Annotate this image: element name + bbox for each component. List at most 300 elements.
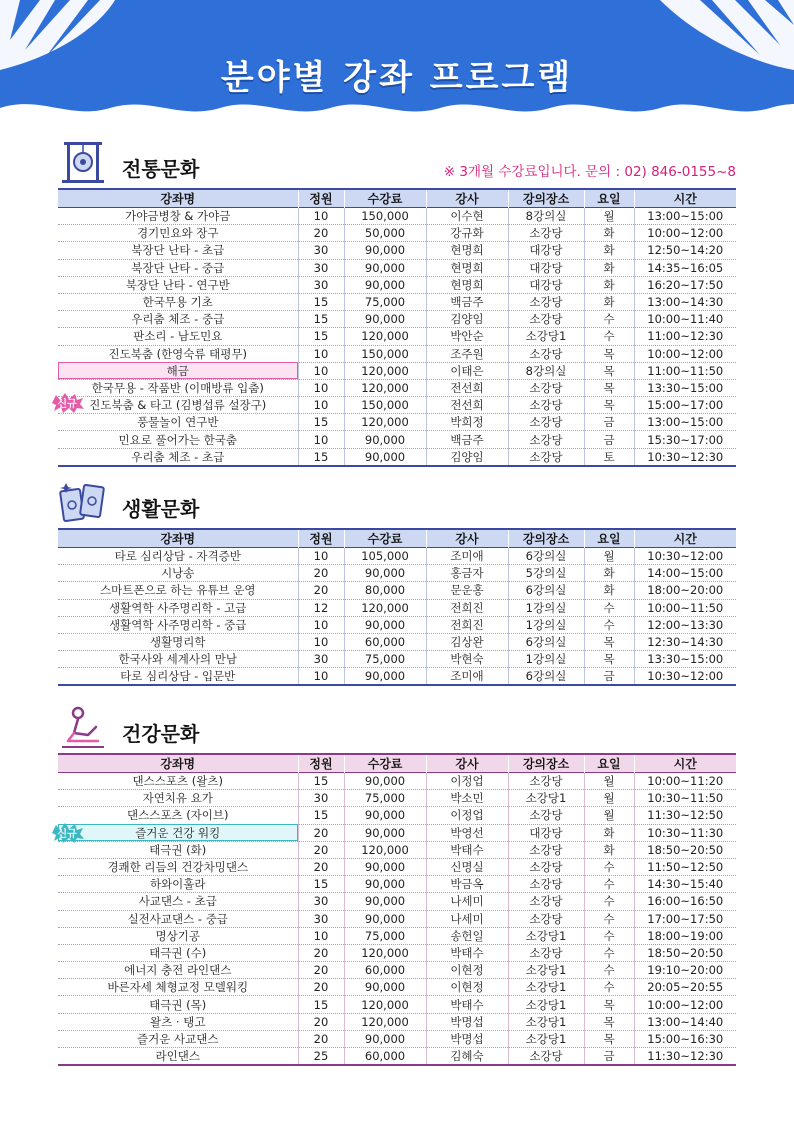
cell-room: 소강당 (508, 1048, 584, 1066)
cell-time: 10:00~12:00 (634, 345, 736, 362)
cell-course-name: 타로 심리상담 - 자격증반 (58, 548, 298, 565)
table-row (58, 962, 736, 979)
cell-time: 13:00~14:30 (634, 293, 736, 310)
table-row (58, 276, 736, 293)
cell-day: 화 (584, 276, 634, 293)
col-capacity: 정원 (298, 189, 344, 208)
cell-instructor: 김양임 (426, 448, 508, 466)
cell-course-name: 자연치유 요가 (58, 790, 298, 807)
col-fee: 수강료 (344, 529, 426, 548)
cell-room: 소강당1 (508, 1030, 584, 1047)
cell-course-name: 하와이훌라 (58, 876, 298, 893)
section-title: 건강문화 (122, 722, 200, 746)
cell-capacity: 30 (298, 790, 344, 807)
cell-course-name: 에너지 충전 라인댄스 (58, 962, 298, 979)
col-course: 강좌명 (160, 757, 196, 771)
cell-capacity: 15 (298, 876, 344, 893)
cell-day: 금 (584, 414, 634, 431)
cell-room: 대강당 (508, 824, 584, 841)
table-row (58, 944, 736, 961)
fee-note: ※ 3개월 수강료입니다. 문의 : 02) 846-0155~8 (443, 164, 736, 180)
cell-course-name: 생활역학 사주명리학 - 고급 (58, 599, 298, 616)
cell-instructor: 조주원 (426, 345, 508, 362)
table-row (58, 841, 736, 858)
cell-room: 소강당 (508, 807, 584, 824)
table-row (58, 208, 736, 225)
cell-room: 6강의실 (508, 633, 584, 650)
cell-time: 10:00~11:40 (634, 311, 736, 328)
cell-course-name: 북장단 난타 - 중급 (58, 259, 298, 276)
cell-fee: 75,000 (344, 790, 426, 807)
cell-instructor: 박태수 (426, 996, 508, 1013)
cell-fee: 150,000 (344, 345, 426, 362)
table-row (58, 431, 736, 448)
cell-capacity: 20 (298, 225, 344, 242)
cell-course-name: 명상기공 (58, 927, 298, 944)
table-header (58, 529, 736, 548)
cell-capacity: 10 (298, 927, 344, 944)
cell-fee: 90,000 (344, 893, 426, 910)
cell-fee: 50,000 (344, 225, 426, 242)
table-row (58, 582, 736, 599)
section-traditional (58, 138, 736, 467)
cell-fee: 90,000 (344, 876, 426, 893)
cell-room: 소강당 (508, 379, 584, 396)
cell-course-name: 풍물놀이 연구반 (58, 414, 298, 431)
cell-room: 대강당 (508, 259, 584, 276)
yoga-pose-icon (58, 705, 108, 751)
cell-instructor: 박현숙 (426, 651, 508, 668)
cell-course-name: 해금 (58, 362, 298, 379)
cell-fee: 90,000 (344, 616, 426, 633)
cell-room: 소강당 (508, 773, 584, 790)
cell-day: 목 (584, 996, 634, 1013)
cell-day: 화 (584, 565, 634, 582)
cell-room: 소강당 (508, 841, 584, 858)
table-row (58, 927, 736, 944)
cell-instructor: 전희진 (426, 616, 508, 633)
cell-time: 12:30~14:30 (634, 633, 736, 650)
cell-instructor: 현명희 (426, 242, 508, 259)
table-row (58, 979, 736, 996)
cell-course-name: 가야금병창 & 가야금 (58, 208, 298, 225)
cell-capacity: 15 (298, 448, 344, 466)
cell-course-name: 민요로 풀어가는 한국춤 (58, 431, 298, 448)
cell-instructor: 이정업 (426, 807, 508, 824)
new-badge-label: 신규 (57, 829, 77, 840)
cell-capacity: 20 (298, 979, 344, 996)
cell-room: 6강의실 (508, 582, 584, 599)
cell-day: 월 (584, 773, 634, 790)
cell-course-name: 한국무용 기초 (58, 293, 298, 310)
cell-course-name: 생활역학 사주명리학 - 중급 (58, 616, 298, 633)
cell-course-name: 진도북춤 (한영숙류 태평무) (58, 345, 298, 362)
cell-time: 11:00~11:50 (634, 362, 736, 379)
cell-day: 수 (584, 876, 634, 893)
cell-room: 소강당 (508, 910, 584, 927)
cell-instructor: 전선희 (426, 397, 508, 414)
cell-time: 13:00~15:00 (634, 208, 736, 225)
cell-time: 15:00~17:00 (634, 397, 736, 414)
cell-room: 1강의실 (508, 616, 584, 633)
cell-instructor: 전희진 (426, 599, 508, 616)
cell-capacity: 10 (298, 397, 344, 414)
cell-instructor: 현명희 (426, 259, 508, 276)
table-row (58, 996, 736, 1013)
cell-course-name: 태극권 (목) (58, 996, 298, 1013)
cell-time: 10:00~12:00 (634, 996, 736, 1013)
cell-fee: 90,000 (344, 807, 426, 824)
cell-course-name: 댄스스포츠 (왈츠) (58, 773, 298, 790)
cell-capacity: 10 (298, 633, 344, 650)
cell-day: 수 (584, 910, 634, 927)
col-course: 강좌명 (160, 192, 196, 206)
cell-room: 소강당1 (508, 927, 584, 944)
table-row (58, 345, 736, 362)
cell-day: 수 (584, 328, 634, 345)
cell-fee: 120,000 (344, 328, 426, 345)
cell-room: 소강당1 (508, 1013, 584, 1030)
table-row (58, 311, 736, 328)
cell-time: 13:00~14:40 (634, 1013, 736, 1030)
col-instructor: 강사 (426, 529, 508, 548)
cell-day: 화 (584, 225, 634, 242)
cell-instructor: 신명실 (426, 858, 508, 875)
cell-fee: 120,000 (344, 414, 426, 431)
cell-room: 대강당 (508, 276, 584, 293)
cell-time: 11:30~12:30 (634, 1048, 736, 1066)
cell-instructor: 이정업 (426, 773, 508, 790)
cell-day: 화 (584, 259, 634, 276)
cell-time: 13:30~15:00 (634, 379, 736, 396)
cell-capacity: 15 (298, 807, 344, 824)
table-row (58, 548, 736, 565)
cell-capacity: 15 (298, 293, 344, 310)
cell-course-name: 한국무용 - 작품반 (이매방류 입춤) (58, 379, 298, 396)
cell-fee: 90,000 (344, 259, 426, 276)
cell-course-name: 왈츠 · 탱고 (58, 1013, 298, 1030)
table-header (58, 189, 736, 208)
cell-instructor: 이현정 (426, 962, 508, 979)
cell-fee: 105,000 (344, 548, 426, 565)
cell-instructor: 박태수 (426, 841, 508, 858)
cell-fee: 90,000 (344, 979, 426, 996)
table-row (58, 599, 736, 616)
cell-fee: 120,000 (344, 599, 426, 616)
cell-fee: 80,000 (344, 582, 426, 599)
cell-capacity: 10 (298, 379, 344, 396)
cell-course-name: 태극권 (화) (58, 841, 298, 858)
cell-capacity: 20 (298, 858, 344, 875)
new-badge-pink (50, 393, 84, 413)
cell-time: 12:50~14:20 (634, 242, 736, 259)
cell-instructor: 박금옥 (426, 876, 508, 893)
cell-day: 월 (584, 807, 634, 824)
cell-day: 수 (584, 311, 634, 328)
col-capacity: 정원 (298, 754, 344, 773)
gong-icon (58, 140, 108, 186)
cell-time: 10:30~12:30 (634, 448, 736, 466)
cell-day: 목 (584, 397, 634, 414)
cell-instructor: 백금주 (426, 293, 508, 310)
cell-course-name: 한국사와 세계사의 만남 (58, 651, 298, 668)
cell-time: 10:30~11:30 (634, 824, 736, 841)
cell-fee: 120,000 (344, 996, 426, 1013)
col-fee: 수강료 (344, 754, 426, 773)
cell-instructor: 나세미 (426, 910, 508, 927)
cell-day: 화 (584, 242, 634, 259)
cell-time: 13:00~15:00 (634, 414, 736, 431)
cell-course-name: 스마트폰으로 하는 유튜브 운영 (58, 582, 298, 599)
cell-course-name: 사교댄스 - 초급 (58, 893, 298, 910)
cell-fee: 150,000 (344, 397, 426, 414)
table-row (58, 448, 736, 466)
cell-capacity: 30 (298, 259, 344, 276)
cell-fee: 120,000 (344, 362, 426, 379)
table-row (58, 414, 736, 431)
cell-room: 소강당1 (508, 996, 584, 1013)
cell-room: 소강당 (508, 431, 584, 448)
table-row (58, 242, 736, 259)
cell-day: 수 (584, 962, 634, 979)
cell-time: 14:35~16:05 (634, 259, 736, 276)
cell-day: 월 (584, 208, 634, 225)
cell-instructor: 조미애 (426, 668, 508, 686)
cell-capacity: 25 (298, 1048, 344, 1066)
cell-room: 소강당 (508, 858, 584, 875)
cell-capacity: 12 (298, 599, 344, 616)
cell-room: 소강당 (508, 448, 584, 466)
cell-time: 18:50~20:50 (634, 841, 736, 858)
cell-course-name: 라인댄스 (58, 1048, 298, 1066)
cell-fee: 60,000 (344, 962, 426, 979)
cell-instructor: 박안순 (426, 328, 508, 345)
col-capacity: 정원 (298, 529, 344, 548)
cell-capacity: 20 (298, 824, 344, 841)
cell-course-name: 생활명리학 (58, 633, 298, 650)
cell-time: 10:00~11:50 (634, 599, 736, 616)
cell-day: 목 (584, 651, 634, 668)
cell-capacity: 10 (298, 208, 344, 225)
cell-capacity: 30 (298, 242, 344, 259)
cell-course-name: 태극권 (수) (58, 944, 298, 961)
col-time: 시간 (634, 529, 736, 548)
cell-fee: 90,000 (344, 1030, 426, 1047)
cell-room: 소강당 (508, 225, 584, 242)
cell-day: 화 (584, 582, 634, 599)
table-row (58, 773, 736, 790)
cell-course-name: 북장단 난타 - 초급 (58, 242, 298, 259)
table-row (58, 259, 736, 276)
cell-day: 수 (584, 944, 634, 961)
section-title: 생활문화 (122, 497, 200, 521)
cell-course-name: 시낭송 (58, 565, 298, 582)
course-table (58, 188, 736, 467)
col-room: 강의장소 (508, 189, 584, 208)
table-row (58, 807, 736, 824)
col-day: 요일 (584, 189, 634, 208)
cell-day: 금 (584, 431, 634, 448)
cell-instructor: 이태은 (426, 362, 508, 379)
course-table (58, 753, 736, 1066)
section-living (58, 478, 736, 686)
cell-course-name: 바른자세 체형교정 모델워킹 (58, 979, 298, 996)
cell-capacity: 20 (298, 962, 344, 979)
col-fee: 수강료 (344, 189, 426, 208)
cell-room: 소강당 (508, 876, 584, 893)
cell-room: 6강의실 (508, 548, 584, 565)
table-row (58, 379, 736, 396)
table-row (58, 293, 736, 310)
cell-instructor: 백금주 (426, 431, 508, 448)
cell-day: 금 (584, 1048, 634, 1066)
table-row (58, 1013, 736, 1030)
new-badge-label: 신규 (57, 399, 77, 410)
cell-room: 8강의실 (508, 362, 584, 379)
col-day: 요일 (584, 529, 634, 548)
cell-time: 10:30~11:50 (634, 790, 736, 807)
cell-capacity: 15 (298, 328, 344, 345)
cell-fee: 90,000 (344, 824, 426, 841)
cell-day: 목 (584, 362, 634, 379)
cell-time: 11:30~12:50 (634, 807, 736, 824)
section-health (58, 703, 736, 1066)
cell-day: 화 (584, 841, 634, 858)
col-instructor: 강사 (426, 754, 508, 773)
cell-day: 수 (584, 893, 634, 910)
cell-room: 1강의실 (508, 651, 584, 668)
cell-room: 소강당1 (508, 962, 584, 979)
cell-instructor: 나세미 (426, 893, 508, 910)
cell-day: 금 (584, 668, 634, 686)
cell-capacity: 20 (298, 841, 344, 858)
cell-capacity: 30 (298, 893, 344, 910)
header-banner (0, 0, 794, 125)
cell-instructor: 박명섭 (426, 1030, 508, 1047)
cell-instructor: 김상완 (426, 633, 508, 650)
cell-instructor: 박희정 (426, 414, 508, 431)
col-time: 시간 (634, 189, 736, 208)
cell-room: 소강당1 (508, 328, 584, 345)
cell-time: 20:05~20:55 (634, 979, 736, 996)
cell-fee: 75,000 (344, 651, 426, 668)
page-title: 분야별 강좌 프로그램 (220, 58, 574, 98)
cell-day: 목 (584, 1013, 634, 1030)
cell-time: 18:00~20:00 (634, 582, 736, 599)
cell-capacity: 20 (298, 944, 344, 961)
cell-time: 17:00~17:50 (634, 910, 736, 927)
cell-capacity: 20 (298, 565, 344, 582)
cell-day: 수 (584, 979, 634, 996)
cell-instructor: 현명희 (426, 276, 508, 293)
cell-time: 10:00~11:20 (634, 773, 736, 790)
cell-fee: 120,000 (344, 944, 426, 961)
cell-time: 16:20~17:50 (634, 276, 736, 293)
cell-fee: 75,000 (344, 927, 426, 944)
cell-time: 11:50~12:50 (634, 858, 736, 875)
cell-room: 소강당 (508, 293, 584, 310)
table-row (58, 876, 736, 893)
cell-instructor: 박명섭 (426, 1013, 508, 1030)
cell-capacity: 20 (298, 1013, 344, 1030)
cell-course-name: 실전사교댄스 - 중급 (58, 910, 298, 927)
cell-fee: 90,000 (344, 431, 426, 448)
cell-fee: 120,000 (344, 1013, 426, 1030)
cell-room: 소강당 (508, 893, 584, 910)
cell-room: 8강의실 (508, 208, 584, 225)
cell-instructor: 이현정 (426, 979, 508, 996)
cell-room: 소강당 (508, 414, 584, 431)
cell-course-name: 댄스스포츠 (자이브) (58, 807, 298, 824)
cell-day: 목 (584, 345, 634, 362)
table-row (58, 397, 736, 414)
cell-day: 목 (584, 379, 634, 396)
col-day: 요일 (584, 754, 634, 773)
cell-day: 월 (584, 548, 634, 565)
cell-capacity: 10 (298, 431, 344, 448)
cell-time: 10:30~12:00 (634, 668, 736, 686)
cell-course-name: 우리춤 체조 - 중급 (58, 311, 298, 328)
cell-instructor: 박소민 (426, 790, 508, 807)
table-row (58, 616, 736, 633)
cell-room: 소강당 (508, 944, 584, 961)
cell-capacity: 30 (298, 276, 344, 293)
cell-capacity: 10 (298, 345, 344, 362)
cell-course-name: 타로 심리상담 - 입문반 (58, 668, 298, 686)
table-row (58, 790, 736, 807)
table-row (58, 858, 736, 875)
cell-time: 18:50~20:50 (634, 944, 736, 961)
cell-room: 5강의실 (508, 565, 584, 582)
cell-course-name: 즐거운 건강 워킹 (58, 824, 298, 841)
table-row (58, 225, 736, 242)
cell-capacity: 20 (298, 582, 344, 599)
cell-instructor: 조미애 (426, 548, 508, 565)
cell-capacity: 15 (298, 773, 344, 790)
col-room: 강의장소 (508, 529, 584, 548)
cell-fee: 90,000 (344, 858, 426, 875)
cell-instructor: 박태수 (426, 944, 508, 961)
cell-fee: 90,000 (344, 448, 426, 466)
cell-fee: 90,000 (344, 668, 426, 686)
cell-fee: 90,000 (344, 565, 426, 582)
cell-day: 수 (584, 858, 634, 875)
cell-fee: 90,000 (344, 276, 426, 293)
cell-time: 10:00~12:00 (634, 225, 736, 242)
cell-capacity: 15 (298, 311, 344, 328)
cell-fee: 90,000 (344, 311, 426, 328)
cell-instructor: 박영선 (426, 824, 508, 841)
table-row (58, 1030, 736, 1047)
table-header (58, 754, 736, 773)
table-row (58, 1048, 736, 1066)
cell-fee: 90,000 (344, 242, 426, 259)
cell-instructor: 강규화 (426, 225, 508, 242)
cell-room: 대강당 (508, 242, 584, 259)
cell-time: 11:00~12:30 (634, 328, 736, 345)
col-instructor: 강사 (426, 189, 508, 208)
cell-fee: 60,000 (344, 633, 426, 650)
cell-course-name: 판소리 - 남도민요 (58, 328, 298, 345)
cell-day: 수 (584, 927, 634, 944)
cell-room: 6강의실 (508, 668, 584, 686)
cell-instructor: 이수현 (426, 208, 508, 225)
table-row (58, 633, 736, 650)
cell-course-name: 진도북춤 & 타고 (김병섭류 설장구) (58, 397, 298, 414)
cell-time: 19:10~20:00 (634, 962, 736, 979)
cell-fee: 120,000 (344, 841, 426, 858)
cell-time: 15:30~17:00 (634, 431, 736, 448)
